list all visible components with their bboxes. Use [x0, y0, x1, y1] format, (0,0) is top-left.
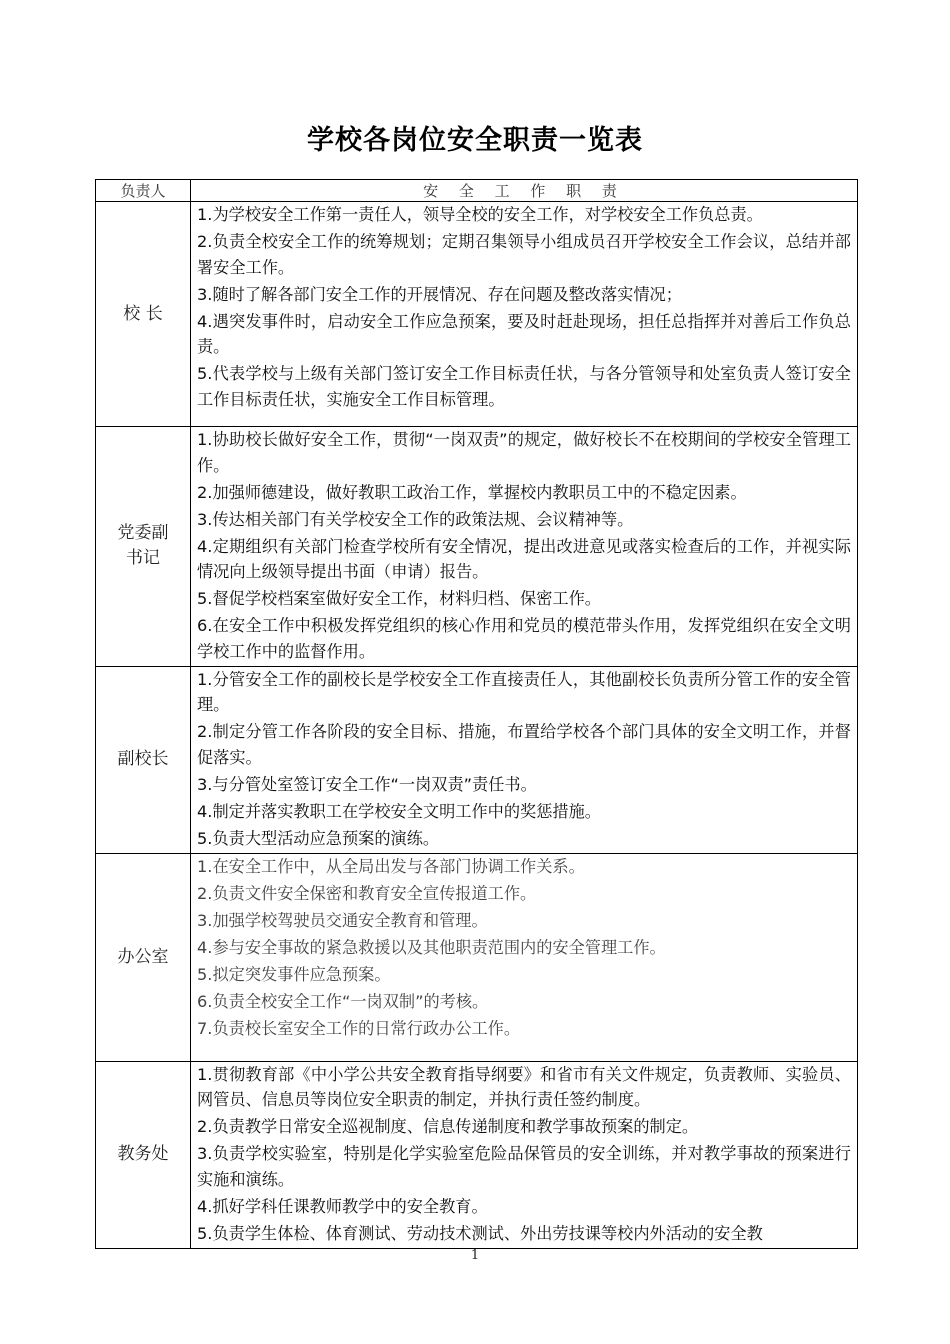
duty-item: 6.负责全校安全工作“一岗双制”的考核。	[197, 991, 489, 1011]
role-label: 教务处	[117, 1144, 169, 1164]
duty-item: 2.负责教学日常安全巡视制度、信息传递制度和教学事故预案的制定。	[197, 1117, 699, 1136]
role-label: 党委副书记	[117, 523, 169, 569]
duty-item: 3.与分管处室签订安全工作“一岗双责”责任书。	[197, 774, 537, 794]
duty-item: 1.协助校长做好安全工作，贯彻“一岗双责”的规定，做好校长不在校期间的学校安全管理工作。	[197, 430, 851, 475]
duty-item: 4.抓好学科任课教师教学中的安全教育。	[197, 1196, 488, 1216]
role-cell	[96, 427, 191, 667]
table-header-row	[96, 180, 858, 202]
duty-item: 2.负责文件安全保密和教育安全宣传报道工作。	[197, 883, 537, 903]
duty-item: 4.遇突发事件时，启动安全工作应急预案，要及时赶赴现场，担任总指挥并对善后工作负总责。	[197, 311, 851, 356]
role-label: 校 长	[123, 303, 163, 324]
table-row-principal	[96, 202, 858, 427]
role-label: 办公室	[117, 946, 169, 967]
duty-item: 2.制定分管工作各阶段的安全目标、措施，布置给学校各个部门具体的安全文明工作，并督促落实。	[197, 722, 851, 767]
page-number: 1	[470, 1248, 480, 1263]
table-row-party-deputy-secretary	[96, 427, 858, 667]
duty-item: 2.加强师德建设，做好教职工政治工作，掌握校内教职员工中的不稳定因素。	[197, 482, 747, 502]
duty-item: 5.拟定突发事件应急预案。	[197, 964, 391, 984]
duty-item: 3.加强学校驾驶员交通安全教育和管理。	[197, 910, 488, 930]
duty-item: 4.制定并落实教职工在学校安全文明工作中的奖惩措施。	[197, 801, 601, 821]
duties-cell	[191, 1061, 858, 1248]
duties-cell	[191, 853, 858, 1061]
role-cell	[96, 202, 191, 427]
header-safety-duties: 安 全 工 作 职 责	[191, 180, 858, 202]
role-label: 副校长	[117, 749, 169, 769]
role-cell	[96, 853, 191, 1061]
page-title: 学校各岗位安全职责一览表	[307, 125, 643, 156]
table-row-academic-affairs	[96, 1061, 858, 1248]
role-cell	[96, 1061, 191, 1248]
duty-item: 5.督促学校档案室做好安全工作，材料归档、保密工作。	[197, 589, 601, 608]
duties-cell	[191, 427, 858, 667]
table-row-vice-principal	[96, 666, 858, 853]
duty-item: 3.传达相关部门有关学校安全工作的政策法规、会议精神等。	[197, 509, 634, 529]
duty-item: 6.在安全工作中积极发挥党组织的核心作用和党员的模范带头作用，发挥党组织在安全文明学校工作中的监督作用。	[197, 616, 851, 661]
role-cell	[96, 666, 191, 853]
duty-item: 1.贯彻教育部《中小学公共安全教育指导纲要》和省市有关文件规定，负责教师、实验员、网管员、信息员等岗位安全职责的制定，并执行责任签约制度。	[197, 1064, 851, 1109]
safety-duty-table	[95, 179, 858, 1249]
table-row-office	[96, 853, 858, 1061]
duties-cell	[191, 666, 858, 853]
duty-item: 1.分管安全工作的副校长是学校安全工作直接责任人，其他副校长负责所分管工作的安全管理。	[197, 669, 851, 714]
duty-item: 5.负责学生体检、体育测试、劳动技术测试、外出劳技课等校内外活动的安全教	[197, 1223, 763, 1243]
duty-item: 1.在安全工作中，从全局出发与各部门协调工作关系。	[197, 856, 585, 876]
duty-item: 1.为学校安全工作第一责任人，领导全校的安全工作，对学校安全工作负总责。	[197, 205, 763, 224]
duty-item: 4.定期组织有关部门检查学校所有安全情况，提出改进意见或落实检查后的工作，并视实际情况向上级领导提出书面（申请）报告。	[197, 536, 851, 581]
duty-item: 3.随时了解各部门安全工作的开展情况、存在问题及整改落实情况；	[197, 284, 682, 304]
duty-item: 5.负责大型活动应急预案的演练。	[197, 828, 440, 848]
duty-item: 5.代表学校与上级有关部门签订安全工作目标责任状，与各分管领导和处室负责人签订安全工作目标责任状，实施安全工作目标管理。	[197, 364, 851, 409]
duty-item: 3.负责学校实验室，特别是化学实验室危险品保管员的安全训练，并对教学事故的预案进行实施和演练。	[197, 1144, 851, 1189]
duty-item: 4.参与安全事故的紧急救援以及其他职责范围内的安全管理工作。	[197, 937, 666, 957]
header-responsible-person: 负责人	[96, 180, 191, 202]
duty-item: 7.负责校长室安全工作的日常行政办公工作。	[197, 1018, 521, 1038]
duty-item: 2.负责全校安全工作的统筹规划；定期召集领导小组成员召开学校安全工作会议，总结并部署安全工作。	[197, 232, 851, 277]
duties-cell	[191, 202, 858, 427]
